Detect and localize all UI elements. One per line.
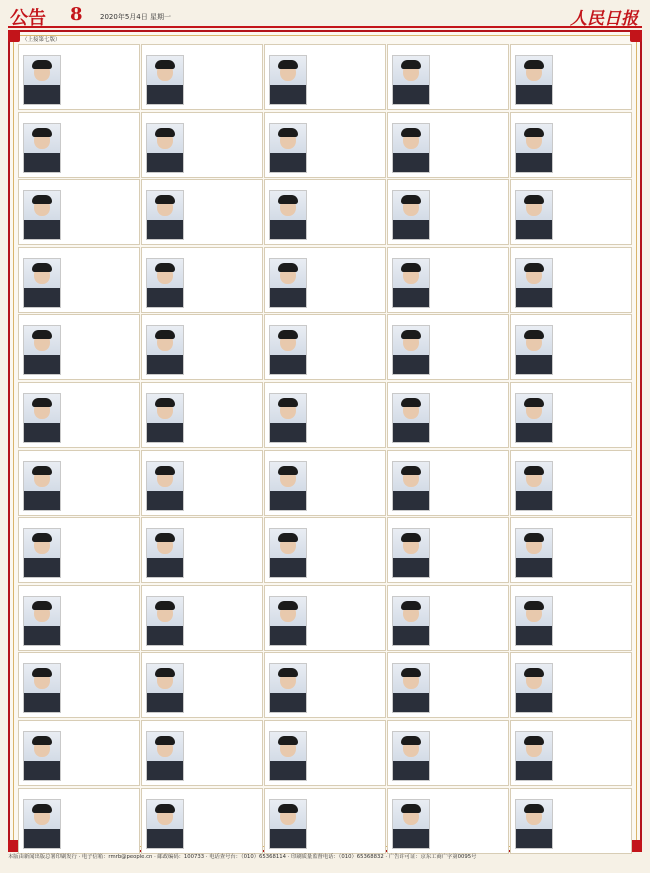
portrait-photo: [269, 123, 307, 173]
portrait-photo: [23, 731, 61, 781]
portrait-photo: [515, 393, 553, 443]
section-title: 公告: [10, 8, 46, 29]
profile-card: [141, 179, 263, 245]
profile-card: [141, 517, 263, 583]
portrait-photo: [146, 55, 184, 105]
profile-row: [18, 517, 632, 583]
newspaper-logo: 人民日报: [570, 9, 638, 29]
profile-card: [264, 44, 386, 110]
profile-card: [141, 652, 263, 718]
profile-row: [18, 450, 632, 516]
profile-card: [141, 450, 263, 516]
portrait-photo: [146, 123, 184, 173]
profile-card: [18, 720, 140, 786]
profile-row: [18, 314, 632, 380]
portrait-photo: [392, 55, 430, 105]
portrait-photo: [269, 731, 307, 781]
profile-card: [264, 652, 386, 718]
portrait-photo: [515, 190, 553, 240]
portrait-photo: [269, 393, 307, 443]
portrait-photo: [146, 799, 184, 849]
portrait-photo: [392, 663, 430, 713]
profile-card: [264, 450, 386, 516]
portrait-photo: [269, 190, 307, 240]
announcement-frame: [8, 30, 642, 852]
portrait-photo: [146, 731, 184, 781]
profile-card: [18, 247, 140, 313]
portrait-photo: [23, 325, 61, 375]
profile-card: [264, 382, 386, 448]
profile-card: [264, 247, 386, 313]
profile-row: [18, 112, 632, 178]
portrait-photo: [146, 596, 184, 646]
portrait-photo: [392, 799, 430, 849]
profile-card: [18, 179, 140, 245]
profile-card: [264, 788, 386, 854]
portrait-photo: [23, 799, 61, 849]
profile-row: [18, 179, 632, 245]
portrait-photo: [515, 663, 553, 713]
profile-card: [18, 314, 140, 380]
portrait-photo: [392, 325, 430, 375]
profile-card: [264, 179, 386, 245]
portrait-photo: [269, 461, 307, 511]
profile-row: [18, 247, 632, 313]
profile-card: [510, 788, 632, 854]
profile-card: [510, 314, 632, 380]
profile-card: [18, 585, 140, 651]
page-footer: 本版由新闻出版总署印刷发行 · 电子信箱：rmrb@people.cn · 邮政编码：100733 · 电话查号台：（010）65368114 · 印刷质量监督电话：（010）65368832 · 广告许可证：京东工商广字第0095号: [8, 854, 477, 860]
portrait-photo: [515, 799, 553, 849]
profile-card: [387, 382, 509, 448]
profile-card: [510, 450, 632, 516]
profile-card: [387, 112, 509, 178]
profile-card: [387, 585, 509, 651]
portrait-photo: [23, 123, 61, 173]
issue-date: 2020年5月4日 星期一: [100, 13, 171, 21]
portrait-photo: [515, 596, 553, 646]
portrait-photo: [392, 393, 430, 443]
portrait-photo: [146, 461, 184, 511]
profile-card: [141, 788, 263, 854]
portrait-photo: [23, 190, 61, 240]
profile-card: [510, 247, 632, 313]
profile-row: [18, 382, 632, 448]
profile-card: [141, 112, 263, 178]
portrait-photo: [269, 258, 307, 308]
portrait-photo: [146, 663, 184, 713]
portrait-photo: [515, 528, 553, 578]
portrait-photo: [23, 596, 61, 646]
portrait-photo: [392, 596, 430, 646]
portrait-photo: [269, 325, 307, 375]
profile-card: [387, 179, 509, 245]
profile-card: [510, 720, 632, 786]
profile-card: [510, 585, 632, 651]
profile-grid: [18, 44, 632, 855]
profile-card: [387, 314, 509, 380]
profile-row: [18, 44, 632, 110]
profile-card: [387, 720, 509, 786]
portrait-photo: [146, 393, 184, 443]
portrait-photo: [269, 596, 307, 646]
portrait-photo: [146, 325, 184, 375]
profile-card: [510, 517, 632, 583]
profile-card: [264, 585, 386, 651]
page-number: 8: [70, 4, 83, 25]
portrait-photo: [515, 461, 553, 511]
portrait-photo: [146, 190, 184, 240]
profile-card: [387, 247, 509, 313]
profile-card: [264, 517, 386, 583]
profile-card: [510, 652, 632, 718]
profile-card: [18, 112, 140, 178]
corner-ornament: [630, 30, 642, 42]
portrait-photo: [269, 55, 307, 105]
portrait-photo: [23, 55, 61, 105]
profile-card: [141, 247, 263, 313]
portrait-photo: [269, 663, 307, 713]
profile-card: [387, 44, 509, 110]
portrait-photo: [392, 731, 430, 781]
profile-card: [18, 44, 140, 110]
portrait-photo: [392, 123, 430, 173]
profile-card: [387, 788, 509, 854]
profile-card: [18, 450, 140, 516]
portrait-photo: [146, 258, 184, 308]
portrait-photo: [23, 393, 61, 443]
profile-card: [18, 517, 140, 583]
page-header: [8, 4, 642, 28]
profile-card: [387, 652, 509, 718]
portrait-photo: [23, 258, 61, 308]
profile-row: [18, 585, 632, 651]
portrait-photo: [392, 258, 430, 308]
profile-card: [510, 112, 632, 178]
continued-from-label: （上接第七版）: [22, 37, 61, 43]
portrait-photo: [392, 461, 430, 511]
portrait-photo: [515, 258, 553, 308]
corner-ornament: [8, 30, 20, 42]
profile-card: [510, 179, 632, 245]
profile-card: [510, 44, 632, 110]
profile-card: [141, 720, 263, 786]
profile-card: [264, 720, 386, 786]
profile-row: [18, 652, 632, 718]
profile-card: [141, 585, 263, 651]
portrait-photo: [515, 325, 553, 375]
portrait-photo: [269, 799, 307, 849]
profile-card: [141, 314, 263, 380]
profile-row: [18, 720, 632, 786]
profile-card: [18, 382, 140, 448]
profile-card: [141, 44, 263, 110]
portrait-photo: [515, 731, 553, 781]
portrait-photo: [515, 55, 553, 105]
portrait-photo: [269, 528, 307, 578]
profile-card: [141, 382, 263, 448]
profile-card: [510, 382, 632, 448]
profile-card: [387, 517, 509, 583]
portrait-photo: [23, 461, 61, 511]
profile-card: [387, 450, 509, 516]
portrait-photo: [23, 528, 61, 578]
profile-card: [18, 652, 140, 718]
profile-row: [18, 788, 632, 854]
portrait-photo: [515, 123, 553, 173]
portrait-photo: [23, 663, 61, 713]
profile-card: [264, 112, 386, 178]
portrait-photo: [392, 528, 430, 578]
portrait-photo: [146, 528, 184, 578]
profile-card: [264, 314, 386, 380]
portrait-photo: [392, 190, 430, 240]
profile-card: [18, 788, 140, 854]
